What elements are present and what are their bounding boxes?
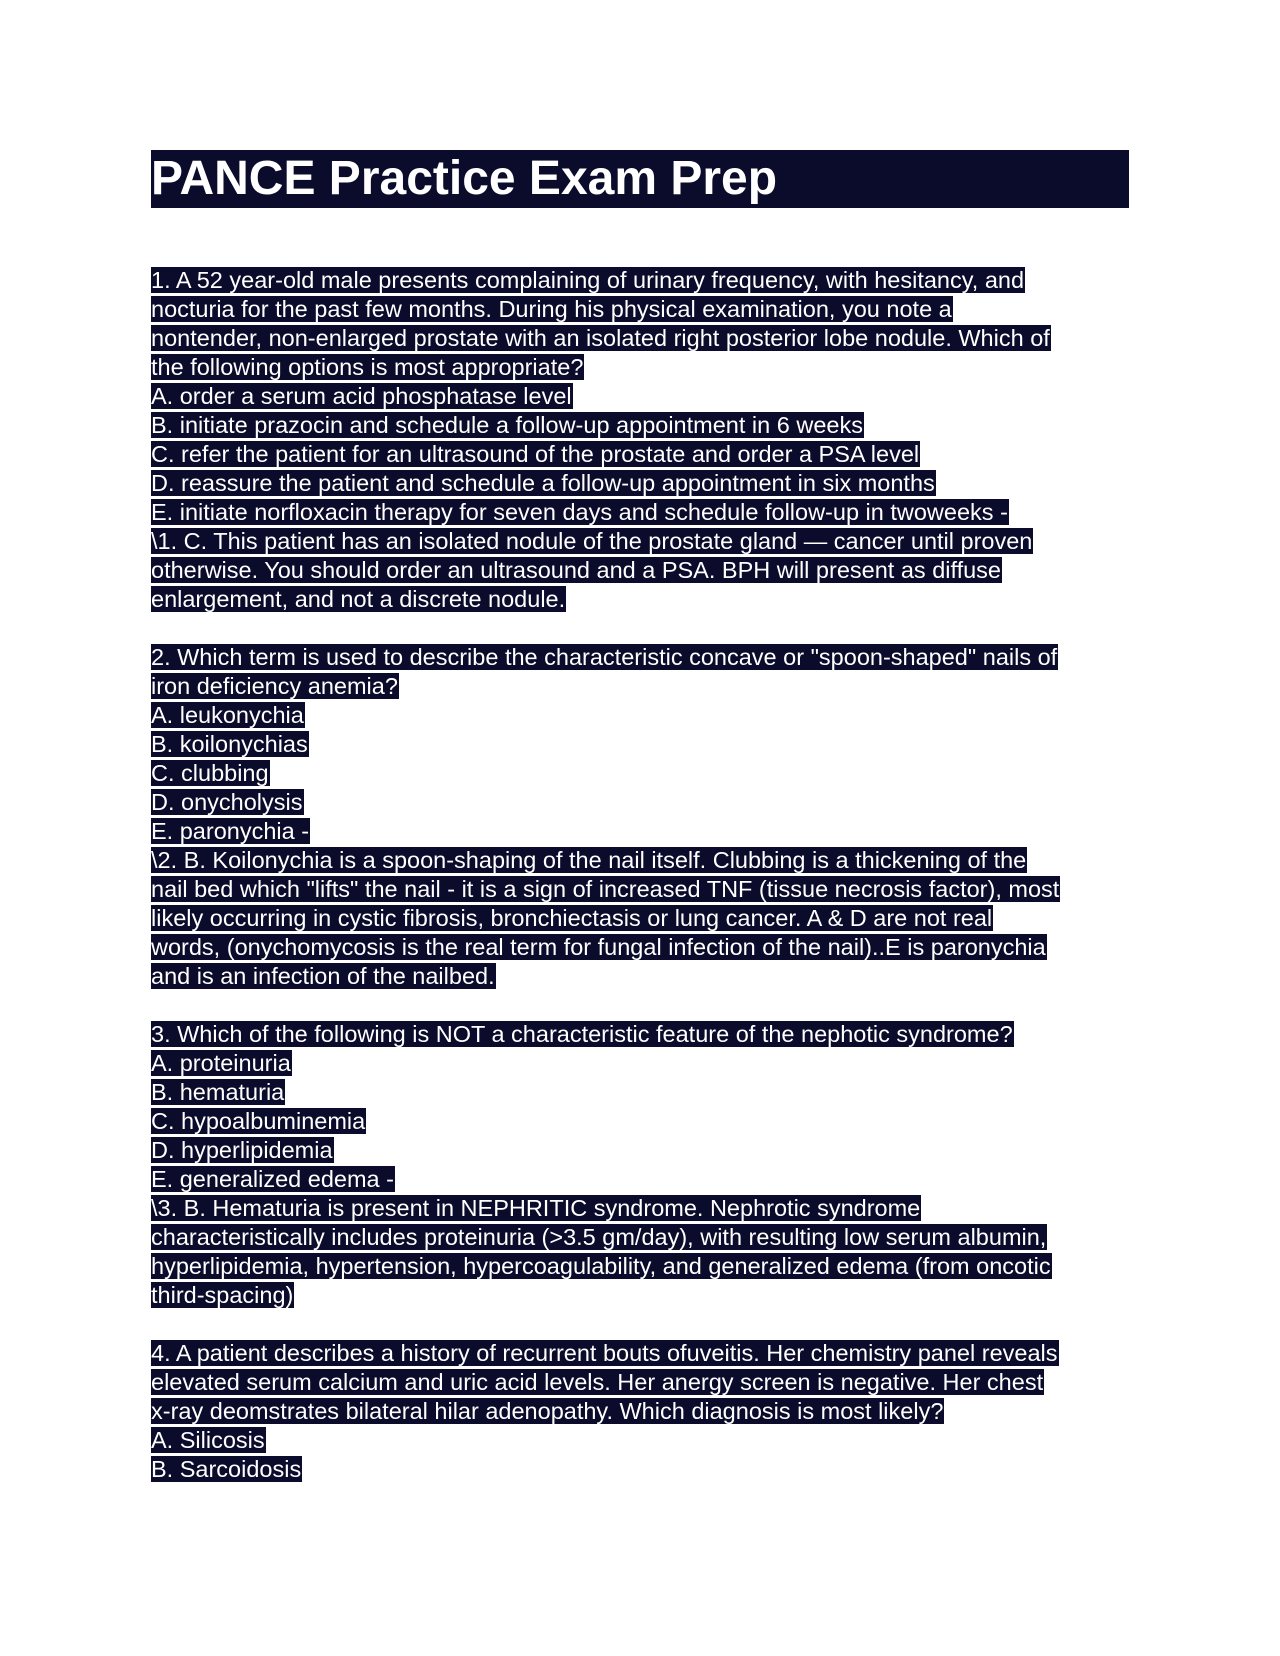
text-line	[151, 382, 1131, 411]
text-line	[151, 1078, 1131, 1107]
highlighted-text: 4. A patient describes a history of recurrent bouts ofuveitis. Her chemistry panel reveals	[151, 1340, 1058, 1366]
document-page	[151, 150, 1131, 1484]
highlighted-text: the following options is most appropriate?	[151, 354, 584, 380]
highlighted-text: third-spacing)	[151, 1282, 294, 1308]
highlighted-text: enlargement, and not a discrete nodule.	[151, 586, 566, 612]
text-line	[151, 469, 1131, 498]
text-line	[151, 759, 1131, 788]
highlighted-text: B. hematuria	[151, 1079, 285, 1105]
highlighted-text: \3. B. Hematuria is present in NEPHRITIC syndrome. Nephrotic syndrome	[151, 1195, 921, 1221]
highlighted-text: A. Silicosis	[151, 1427, 265, 1453]
text-line	[151, 1223, 1131, 1252]
text-line	[151, 1165, 1131, 1194]
highlighted-text: B. initiate prazocin and schedule a follow-up appointment in 6 weeks	[151, 412, 863, 438]
highlighted-text: hyperlipidemia, hypertension, hypercoagulability, and generalized edema (from oncotic	[151, 1253, 1051, 1279]
highlighted-text: nontender, non-enlarged prostate with an isolated right posterior lobe nodule. Which of	[151, 325, 1050, 351]
text-line	[151, 643, 1131, 672]
question-block-3	[151, 1020, 1131, 1310]
text-line	[151, 1020, 1131, 1049]
text-line	[151, 266, 1131, 295]
text-line	[151, 1281, 1131, 1310]
text-line	[151, 1397, 1131, 1426]
highlighted-text: D. onycholysis	[151, 789, 303, 815]
text-line	[151, 1426, 1131, 1455]
highlighted-text: A. order a serum acid phosphatase level	[151, 383, 572, 409]
text-line	[151, 585, 1131, 614]
text-line	[151, 440, 1131, 469]
text-line	[151, 1194, 1131, 1223]
text-line	[151, 1368, 1131, 1397]
highlighted-text: A. proteinuria	[151, 1050, 291, 1076]
text-line	[151, 324, 1131, 353]
question-list	[151, 266, 1131, 1484]
text-line	[151, 1049, 1131, 1078]
text-line	[151, 846, 1131, 875]
title-bar	[151, 150, 1129, 208]
highlighted-text: E. generalized edema -	[151, 1166, 394, 1192]
highlighted-text: and is an infection of the nailbed.	[151, 963, 495, 989]
highlighted-text: C. clubbing	[151, 760, 269, 786]
text-line	[151, 527, 1131, 556]
text-line	[151, 1455, 1131, 1484]
highlighted-text: elevated serum calcium and uric acid levels. Her anergy screen is negative. Her chest	[151, 1369, 1044, 1395]
highlighted-text: C. hypoalbuminemia	[151, 1108, 366, 1134]
text-line	[151, 904, 1131, 933]
highlighted-text: E. paronychia -	[151, 818, 310, 844]
highlighted-text: A. leukonychia	[151, 702, 304, 728]
highlighted-text: 2. Which term is used to describe the characteristic concave or "spoon-shaped" nails of	[151, 644, 1058, 670]
question-block-1	[151, 266, 1131, 614]
highlighted-text: D. hyperlipidemia	[151, 1137, 333, 1163]
highlighted-text: characteristically includes proteinuria (>3.5 gm/day), with resulting low serum albumin,	[151, 1224, 1047, 1250]
text-line	[151, 817, 1131, 846]
highlighted-text: E. initiate norfloxacin therapy for seven days and schedule follow-up in twoweeks -	[151, 499, 1008, 525]
highlighted-text: \1. C. This patient has an isolated nodule of the prostate gland — cancer until proven	[151, 528, 1033, 554]
text-line	[151, 1107, 1131, 1136]
highlighted-text: B. Sarcoidosis	[151, 1456, 302, 1482]
text-line	[151, 730, 1131, 759]
text-line	[151, 1339, 1131, 1368]
question-block-2	[151, 643, 1131, 991]
text-line	[151, 498, 1131, 527]
text-line	[151, 295, 1131, 324]
text-line	[151, 1252, 1131, 1281]
highlighted-text: words, (onychomycosis is the real term for fungal infection of the nail)..E is paronychia	[151, 934, 1046, 960]
highlighted-text: \2. B. Koilonychia is a spoon-shaping of the nail itself. Clubbing is a thickening of the	[151, 847, 1027, 873]
highlighted-text: nocturia for the past few months. During his physical examination, you note a	[151, 296, 952, 322]
text-line	[151, 875, 1131, 904]
text-line	[151, 556, 1131, 585]
text-line	[151, 962, 1131, 991]
text-line	[151, 353, 1131, 382]
highlighted-text: iron deficiency anemia?	[151, 673, 398, 699]
text-line	[151, 672, 1131, 701]
highlighted-text: B. koilonychias	[151, 731, 308, 757]
text-line	[151, 1136, 1131, 1165]
highlighted-text: x-ray deomstrates bilateral hilar adenopathy. Which diagnosis is most likely?	[151, 1398, 944, 1424]
highlighted-text: nail bed which "lifts" the nail - it is a sign of increased TNF (tissue necrosis factor), most	[151, 876, 1060, 902]
page-title: PANCE Practice Exam Prep	[151, 152, 778, 205]
text-line	[151, 933, 1131, 962]
highlighted-text: otherwise. You should order an ultrasound and a PSA. BPH will present as diffuse	[151, 557, 1002, 583]
text-line	[151, 411, 1131, 440]
highlighted-text: likely occurring in cystic fibrosis, bronchiectasis or lung cancer. A & D are not real	[151, 905, 993, 931]
highlighted-text: 3. Which of the following is NOT a characteristic feature of the nephotic syndrome?	[151, 1021, 1013, 1047]
highlighted-text: D. reassure the patient and schedule a follow-up appointment in six months	[151, 470, 935, 496]
highlighted-text: C. refer the patient for an ultrasound of the prostate and order a PSA level	[151, 441, 920, 467]
highlighted-text: 1. A 52 year-old male presents complaining of urinary frequency, with hesitancy, and	[151, 267, 1025, 293]
text-line	[151, 701, 1131, 730]
text-line	[151, 788, 1131, 817]
question-block-4	[151, 1339, 1131, 1484]
